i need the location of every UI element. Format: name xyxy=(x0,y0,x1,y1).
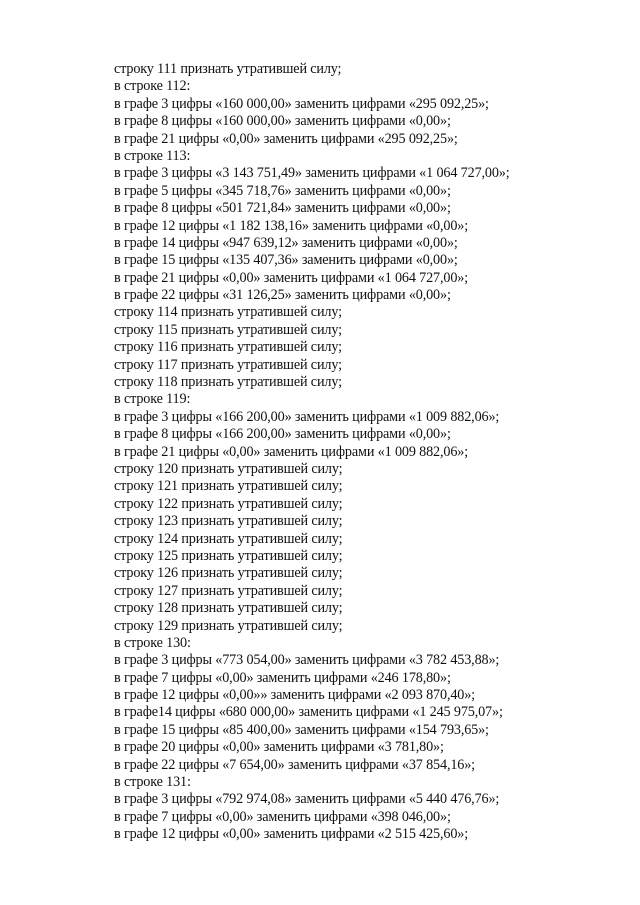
text-line: в графе 21 цифры «0,00» заменить цифрами «1 009 882,06»; xyxy=(114,443,469,460)
text-line: строку 129 признать утратившей силу; xyxy=(114,617,343,634)
text-line: в графе14 цифры «680 000,00» заменить цифрами «1 245 975,07»; xyxy=(114,704,503,721)
text-line: строку 120 признать утратившей силу; xyxy=(114,460,343,477)
text-line: строку 128 признать утратившей силу; xyxy=(114,600,343,617)
text-line: в графе 12 цифры «0,00» заменить цифрами «2 515 425,60»; xyxy=(114,826,469,843)
text-line: в графе 8 цифры «501 721,84» заменить цифрами «0,00»; xyxy=(114,200,451,217)
text-line: в графе 7 цифры «0,00» заменить цифрами «246 178,80»; xyxy=(114,669,451,686)
text-line: в графе 14 цифры «947 639,12» заменить цифрами «0,00»; xyxy=(114,234,458,251)
text-line: строку 117 признать утратившей силу; xyxy=(114,356,342,373)
text-line: строку 125 признать утратившей силу; xyxy=(114,547,343,564)
text-line: строку 126 признать утратившей силу; xyxy=(114,565,343,582)
text-line: в графе 21 цифры «0,00» заменить цифрами «1 064 727,00»; xyxy=(114,269,469,286)
text-line: в графе 5 цифры «345 718,76» заменить цифрами «0,00»; xyxy=(114,182,451,199)
text-line: строку 121 признать утратившей силу; xyxy=(114,478,343,495)
text-line: в графе 8 цифры «166 200,00» заменить цифрами «0,00»; xyxy=(114,426,451,443)
text-line: в графе 3 цифры «160 000,00» заменить цифрами «295 092,25»; xyxy=(114,95,489,112)
text-line: в графе 22 цифры «7 654,00» заменить цифрами «37 854,16»; xyxy=(114,756,475,773)
text-line: строку 114 признать утратившей силу; xyxy=(114,304,342,321)
text-line: в графе 8 цифры «160 000,00» заменить цифрами «0,00»; xyxy=(114,113,451,130)
text-line: строку 111 признать утратившей силу; xyxy=(114,61,342,77)
text-line: строку 115 признать утратившей силу; xyxy=(114,321,342,338)
text-line: строку 116 признать утратившей силу; xyxy=(114,339,342,356)
text-line: в графе 3 цифры «792 974,08» заменить цифрами «5 440 476,76»; xyxy=(114,791,500,808)
text-line: строку 123 признать утратившей силу; xyxy=(114,513,343,530)
document-text-body xyxy=(114,61,614,844)
text-line: строку 127 признать утратившей силу; xyxy=(114,582,343,599)
text-line: в графе 3 цифры «773 054,00» заменить цифрами «3 782 453,88»; xyxy=(114,652,500,669)
text-line: строку 122 признать утратившей силу; xyxy=(114,495,343,512)
text-line: в графе 7 цифры «0,00» заменить цифрами «398 046,00»; xyxy=(114,808,451,825)
text-line: в графе 3 цифры «3 143 751,49» заменить цифрами «1 064 727,00»; xyxy=(114,165,510,182)
text-line: в графе 22 цифры «31 126,25» заменить цифрами «0,00»; xyxy=(114,287,451,304)
text-line: в строке 113: xyxy=(114,147,191,164)
text-line: в графе 15 цифры «135 407,36» заменить цифрами «0,00»; xyxy=(114,252,458,269)
text-line: в строке 130: xyxy=(114,634,191,651)
text-line: строку 118 признать утратившей силу; xyxy=(114,374,342,391)
text-line: в строке 119: xyxy=(114,391,191,408)
text-line: в графе 12 цифры «1 182 138,16» заменить цифрами «0,00»; xyxy=(114,217,469,234)
text-line: в графе 3 цифры «166 200,00» заменить цифрами «1 009 882,06»; xyxy=(114,408,500,425)
text-line: в графе 12 цифры «0,00»» заменить цифрами «2 093 870,40»; xyxy=(114,687,475,704)
text-line: в строке 131: xyxy=(114,774,191,791)
text-line: в графе 21 цифры «0,00» заменить цифрами «295 092,25»; xyxy=(114,130,458,147)
text-line: в графе 15 цифры «85 400,00» заменить цифрами «154 793,65»; xyxy=(114,721,489,738)
text-line: строку 124 признать утратившей силу; xyxy=(114,530,343,547)
text-line: в графе 20 цифры «0,00» заменить цифрами «3 781,80»; xyxy=(114,739,444,756)
text-line: в строке 112: xyxy=(114,78,191,95)
